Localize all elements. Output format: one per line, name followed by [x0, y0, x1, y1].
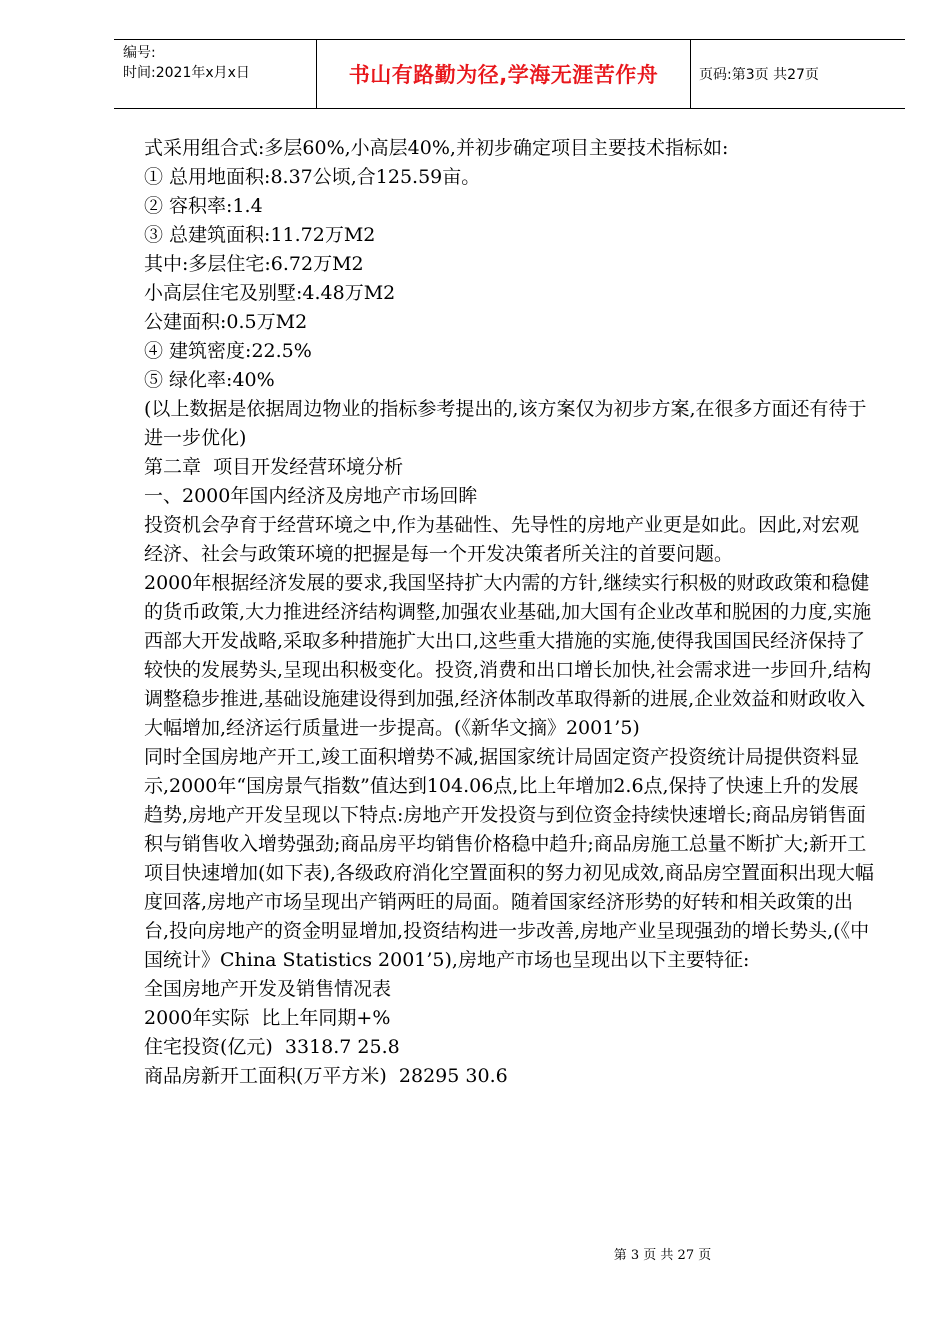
- paragraph: ③ 总建筑面积:11.72万M2: [144, 224, 376, 246]
- paragraph: 投资机会孕育于经营环境之中,作为基础性、先导性的房地产业更是如此。因此,对宏观经济、社会与政策环境的把握是每一个开发决策者所关注的首要问题。: [144, 514, 860, 565]
- table-title: 全国房地产开发及销售情况表: [144, 978, 392, 1000]
- table-header-row: 2000年实际 比上年同期+%: [144, 1007, 391, 1029]
- header-page-cell: [691, 40, 905, 108]
- paragraph: 同时全国房地产开工,竣工面积增势不减,据国家统计局固定资产投资统计局提供资料显示,2000年“国房景气指数”值达到104.06点,比上年增加2.6点,保持了快速上升的发展趋势,房地产开发呈现以下特点:房地产开发投资与到位资金持续快速增长;商品房销售面积与销售收入增势强劲;商品房平均销售价格稳中趋升;商品房施工总量不断扩大;新开工项目快速增加(如下表),各级政府消化空置面积的努力初见成效,商品房空置面积出现大幅度回落,房地产市场呈现出产销两旺的局面。随着国家经济形势的好转和相关政策的出台,投向房地产的资金明显增加,投资结构进一步改善,房地产业呈现强劲的增长势头,(《中国统计》China Statistics 2001’5),房地产市场也呈现出以下主要特征:: [144, 746, 874, 971]
- document-body: [144, 134, 874, 1091]
- page-footer: [0, 1244, 950, 1263]
- table-row: 商品房新开工面积(万平方米) 28295 30.6: [144, 1065, 508, 1087]
- header-page-number: 页码:第3页 共27页: [699, 67, 819, 83]
- section-heading: 一、2000年国内经济及房地产市场回眸: [144, 485, 478, 507]
- footer-page-number: 第 3 页 共 27 页: [613, 1248, 712, 1263]
- header-meta: [114, 40, 316, 108]
- paragraph: 其中:多层住宅:6.72万M2: [144, 253, 364, 275]
- page-header: [114, 39, 905, 109]
- chapter-heading: 第二章 项目开发经营环境分析: [144, 456, 404, 478]
- table-row: 住宅投资(亿元) 3318.7 25.8: [144, 1036, 400, 1058]
- header-motto: 书山有路勤为径,学海无涯苦作舟: [348, 63, 659, 87]
- paragraph: ② 容积率:1.4: [144, 195, 263, 217]
- paragraph: 式采用组合式:多层60%,小高层40%,并初步确定项目主要技术指标如:: [144, 137, 729, 159]
- paragraph: 小高层住宅及别墅:4.48万M2: [144, 282, 396, 304]
- paragraph: 公建面积:0.5万M2: [144, 311, 308, 333]
- paragraph: (以上数据是依据周边物业的指标参考提出的,该方案仅为初步方案,在很多方面还有待于进一步优化): [144, 398, 867, 449]
- header-number: 编号:: [123, 45, 156, 61]
- header-motto-cell: [316, 40, 691, 108]
- paragraph: ⑤ 绿化率:40%: [144, 369, 275, 391]
- paragraph: ④ 建筑密度:22.5%: [144, 340, 312, 362]
- header-time: 时间:2021年x月x日: [123, 65, 250, 81]
- paragraph: ① 总用地面积:8.37公顷,合125.59亩。: [144, 166, 481, 188]
- paragraph: 2000年根据经济发展的要求,我国坚持扩大内需的方针,继续实行积极的财政政策和稳健的货币政策,大力推进经济结构调整,加强农业基础,加大国有企业改革和脱困的力度,实施西部大开发战略,采取多种措施扩大出口,这些重大措施的实施,使得我国国民经济保持了较快的发展势头,呈现出积极变化。投资,消费和出口增长加快,社会需求进一步回升,结构调整稳步推进,基础设施建设得到加强,经济体制改革取得新的进展,企业效益和财政收入大幅增加,经济运行质量进一步提高。(《新华文摘》2001’5): [144, 572, 872, 739]
